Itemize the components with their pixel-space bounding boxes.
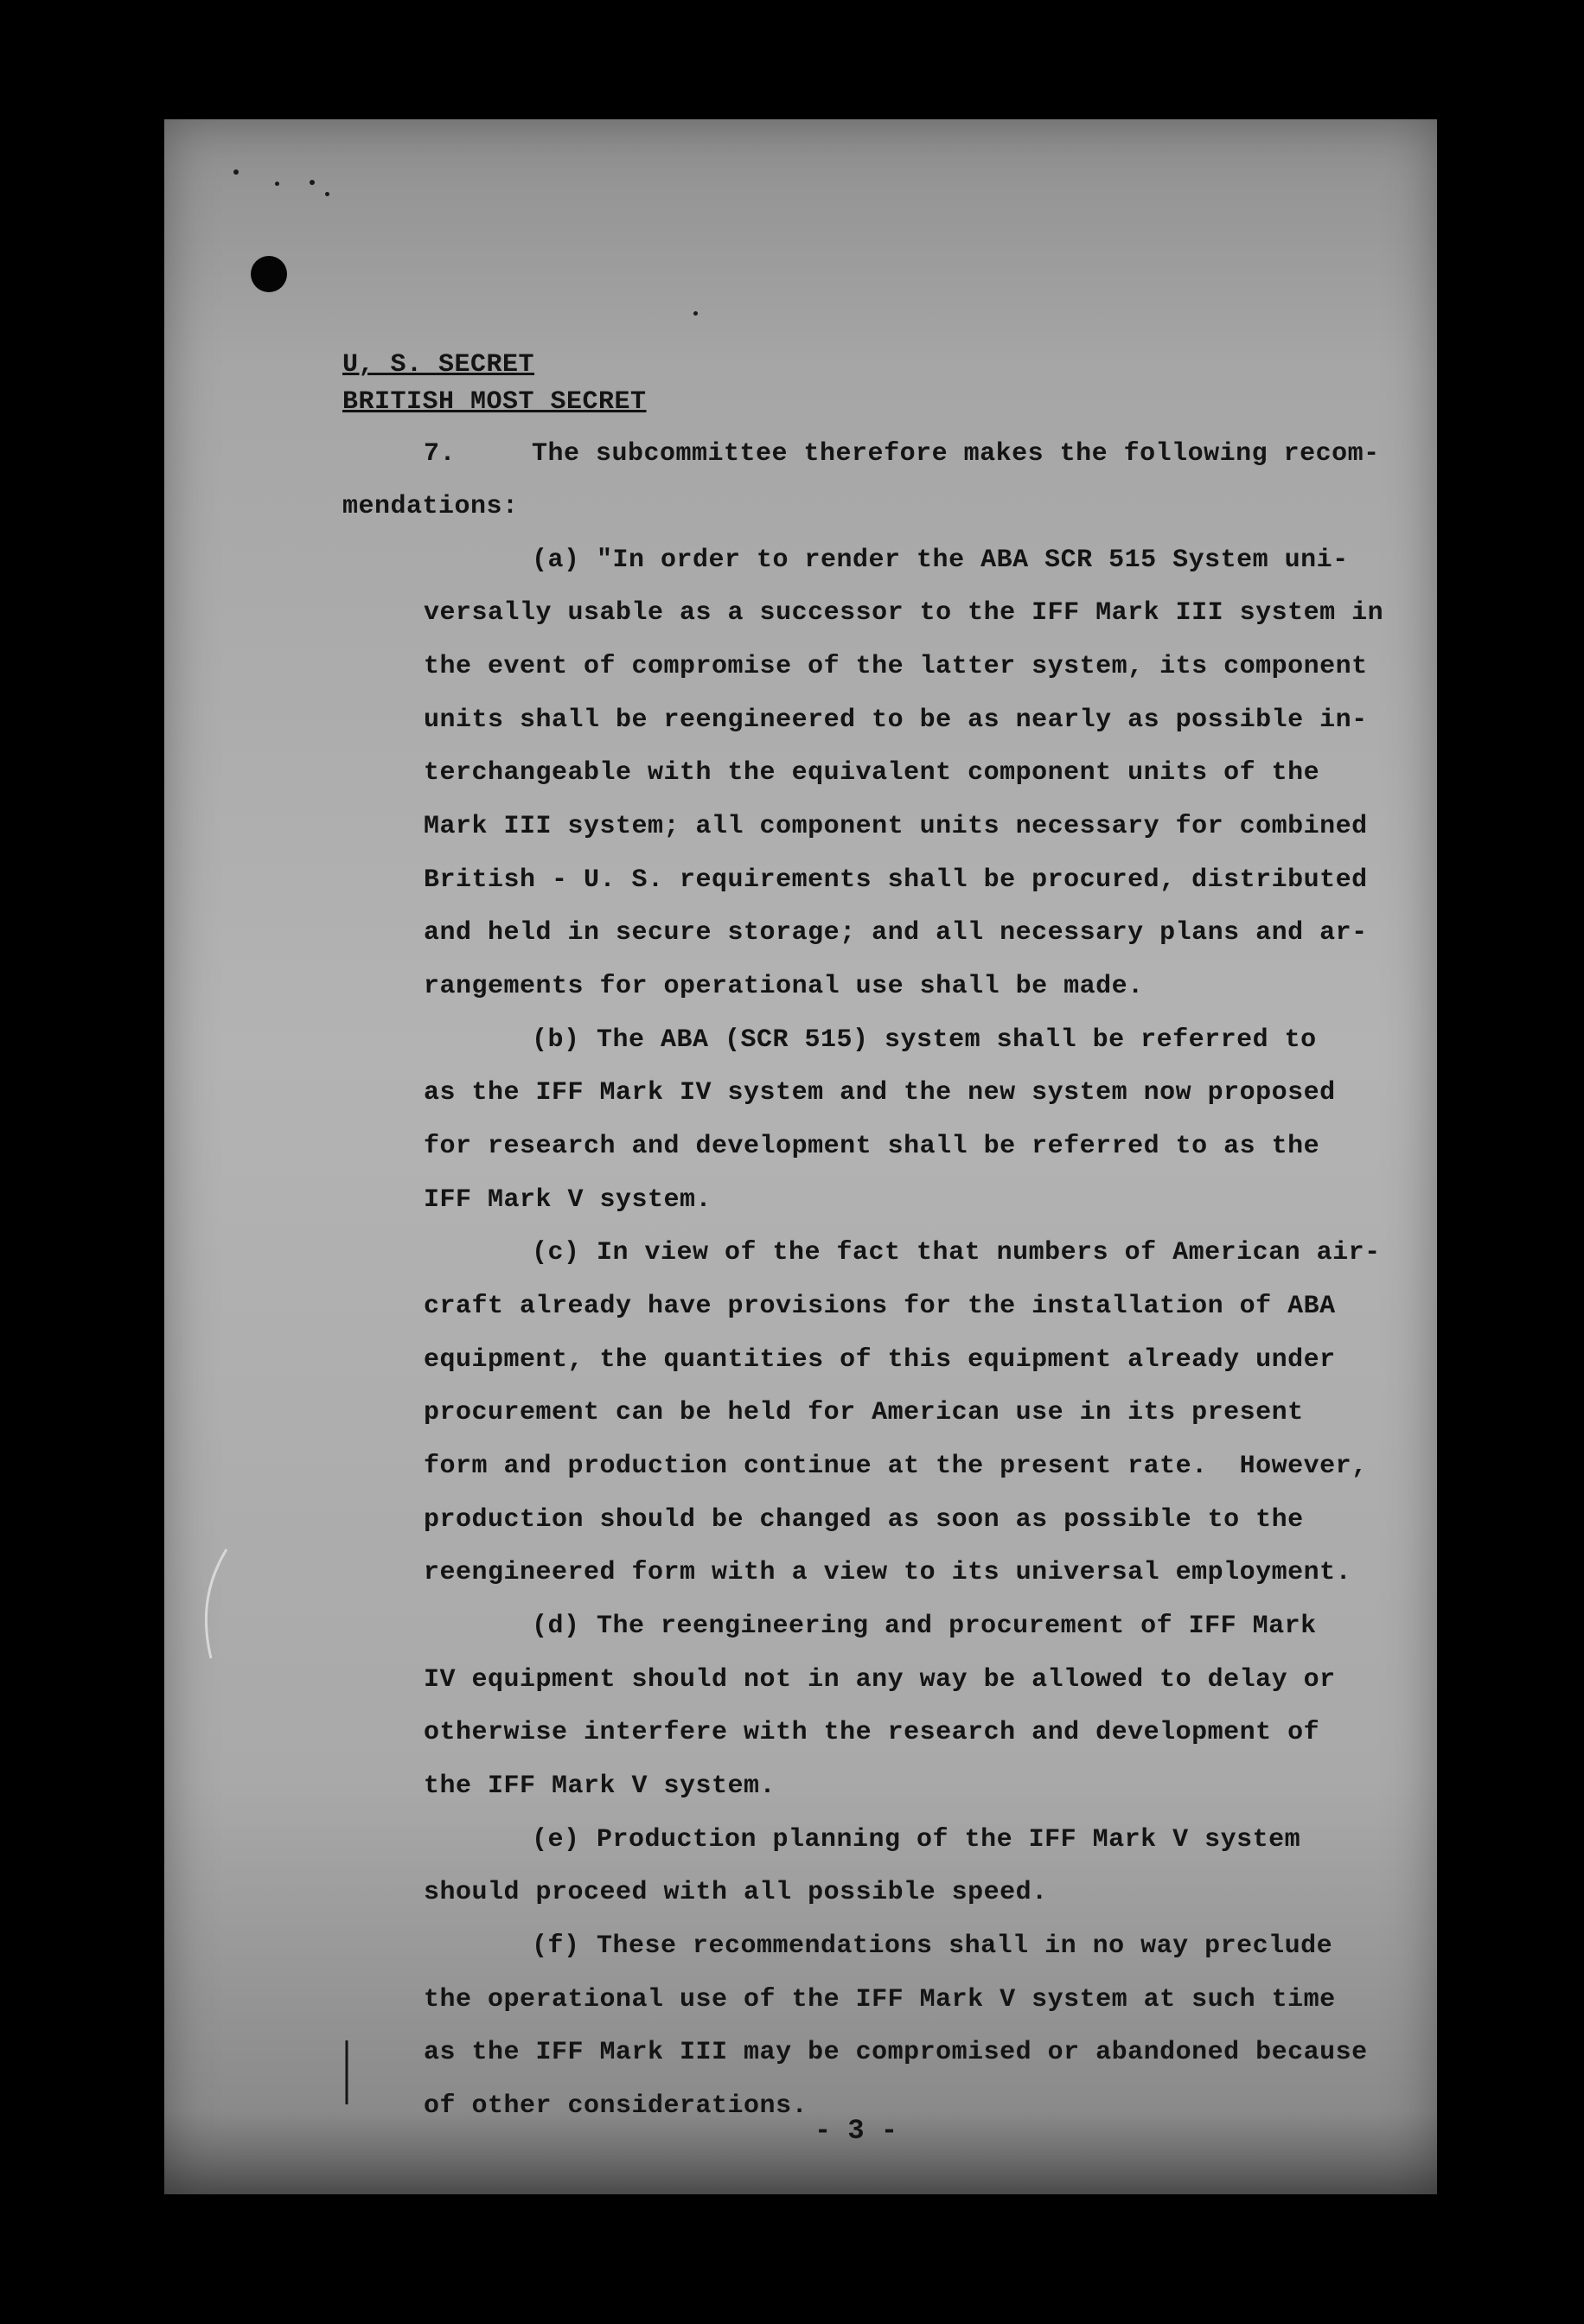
recommendation-label: (a) — [532, 546, 580, 575]
speck — [693, 311, 698, 316]
british-classification: BRITISH MOST SECRET — [342, 387, 647, 417]
recommendation-text: production should be changed as soon as possible to the — [424, 1505, 1304, 1535]
recommendation-label: (b) — [532, 1025, 580, 1055]
recommendation-text: as the IFF Mark III may be compromised or abandoned because — [424, 2038, 1368, 2067]
recommendation-text: In view of the fact that numbers of American air- — [597, 1238, 1381, 1267]
paragraph-number: 7. — [424, 439, 457, 469]
recommendation-text: should proceed with all possible speed. — [424, 1878, 1048, 1907]
recommendation-text: The ABA (SCR 515) system shall be referred to — [597, 1025, 1317, 1055]
recommendation-text: form and production continue at the present rate. However, — [424, 1452, 1368, 1481]
recommendation-text: equipment, the quantities of this equipment already under — [424, 1345, 1336, 1375]
recommendation-text: versally usable as a successor to the IFF Mark III system in — [424, 598, 1384, 628]
document-page — [164, 119, 1437, 2194]
recommendation-text: IFF Mark V system. — [424, 1185, 712, 1215]
recommendation-text: These recommendations shall in no way preclude — [597, 1931, 1333, 1961]
recommendation-text: IV equipment should not in any way be allowed to delay or — [424, 1665, 1336, 1695]
speck — [325, 192, 329, 196]
paragraph-intro: mendations: — [342, 492, 519, 521]
speck — [310, 180, 315, 185]
recommendation-text: for research and development shall be referred to as the — [424, 1132, 1320, 1161]
recommendation-text: "In order to render the ABA SCR 515 System uni- — [597, 546, 1349, 575]
speck — [233, 169, 239, 175]
recommendation-text: of other considerations. — [424, 2091, 808, 2121]
paragraph-intro: The subcommittee therefore makes the following recom- — [532, 439, 1380, 469]
recommendation-text: Production planning of the IFF Mark V system — [597, 1825, 1301, 1855]
recommendation-text: the operational use of the IFF Mark V system at such time — [424, 1985, 1336, 2014]
margin-pencil-mark — [199, 1546, 233, 1667]
recommendation-text: reengineered form with a view to its universal employment. — [424, 1558, 1352, 1587]
recommendation-text: procurement can be held for American use in its present — [424, 1398, 1304, 1427]
recommendation-text: the event of compromise of the latter system, its component — [424, 652, 1368, 681]
recommendation-text: the IFF Mark V system. — [424, 1772, 776, 1801]
speck — [275, 182, 279, 186]
recommendation-text: otherwise interfere with the research and development of — [424, 1718, 1320, 1747]
recommendation-text: as the IFF Mark IV system and the new system now proposed — [424, 1078, 1336, 1108]
recommendation-label: (e) — [532, 1825, 580, 1855]
recommendation-text: Mark III system; all component units necessary for combined — [424, 812, 1368, 841]
recommendation-text: The reengineering and procurement of IFF Mark — [597, 1612, 1317, 1641]
recommendation-label: (f) — [532, 1931, 580, 1961]
punch-hole — [251, 256, 287, 292]
margin-line-mark — [342, 2039, 351, 2108]
recommendation-label: (c) — [532, 1238, 580, 1267]
recommendation-text: rangements for operational use shall be made. — [424, 972, 1144, 1001]
us-classification: U, S. SECRET — [342, 350, 535, 380]
recommendation-text: craft already have provisions for the installation of ABA — [424, 1292, 1336, 1321]
page-number: - 3 - — [814, 2115, 898, 2147]
recommendation-text: and held in secure storage; and all necessary plans and ar- — [424, 918, 1368, 948]
recommendation-text: terchangeable with the equivalent component units of the — [424, 758, 1320, 788]
recommendation-text: units shall be reengineered to be as nearly as possible in- — [424, 706, 1368, 735]
recommendation-text: British - U. S. requirements shall be procured, distributed — [424, 865, 1368, 895]
recommendation-label: (d) — [532, 1612, 580, 1641]
